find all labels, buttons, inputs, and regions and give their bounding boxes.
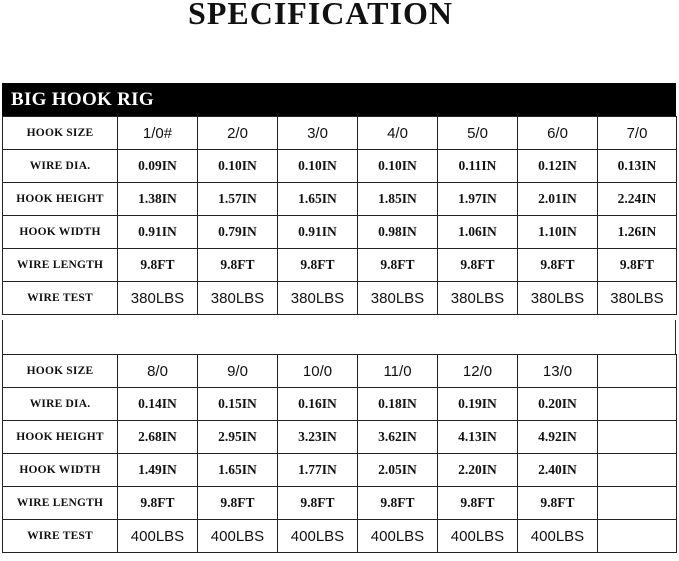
table-cell: 4/0 [358,117,438,150]
table-cell: 0.98IN [358,216,438,249]
table-cell: 6/0 [518,117,598,150]
table-cell: 1.57IN [198,183,278,216]
table-row [3,421,677,454]
table-row [3,487,677,520]
table-cell [598,487,677,520]
table-cell: 9.8FT [118,487,198,520]
table-cell: 0.16IN [278,388,358,421]
section-banner: BIG HOOK RIG [2,83,676,116]
row-label: HOOK WIDTH [3,216,118,249]
table-row [3,282,677,315]
row-label: WIRE LENGTH [3,487,118,520]
spec-table-2 [2,354,677,553]
table-row [3,249,677,282]
table-cell: 400LBS [118,520,198,553]
table-cell: 9.8FT [198,249,278,282]
table-cell: 3.62IN [358,421,438,454]
table-cell: 10/0 [278,355,358,388]
row-label: HOOK SIZE [3,117,118,150]
table-cell: 9.8FT [358,487,438,520]
table-row [3,520,677,553]
table-cell: 1.10IN [518,216,598,249]
table-cell: 400LBS [198,520,278,553]
table-cell: 12/0 [438,355,518,388]
row-label: WIRE TEST [3,520,118,553]
table-cell: 380LBS [438,282,518,315]
table-cell [598,421,677,454]
table-cell: 380LBS [598,282,677,315]
table-cell: 0.10IN [198,150,278,183]
table-cell: 380LBS [278,282,358,315]
table-cell: 2.68IN [118,421,198,454]
table-cell: 2.40IN [518,454,598,487]
table-cell: 0.91IN [118,216,198,249]
table-cell: 11/0 [358,355,438,388]
table-cell: 380LBS [358,282,438,315]
table-cell [598,388,677,421]
table-cell: 1.85IN [358,183,438,216]
table-cell: 4.13IN [438,421,518,454]
table-cell: 9/0 [198,355,278,388]
table-cell: 1.97IN [438,183,518,216]
table-row [3,454,677,487]
table-row [3,117,677,150]
table-cell: 4.92IN [518,421,598,454]
table-cell: 0.13IN [598,150,677,183]
table-cell: 0.15IN [198,388,278,421]
table-cell [598,355,677,388]
table-cell: 2.24IN [598,183,677,216]
table-cell: 0.09IN [118,150,198,183]
table-cell: 2.95IN [198,421,278,454]
table-cell: 2.20IN [438,454,518,487]
table-cell [598,520,677,553]
table-cell: 400LBS [278,520,358,553]
table-cell: 1.06IN [438,216,518,249]
table-cell: 9.8FT [118,249,198,282]
table-cell: 2.01IN [518,183,598,216]
table-cell: 400LBS [438,520,518,553]
table-cell: 1.65IN [278,183,358,216]
row-label: HOOK HEIGHT [3,183,118,216]
table-cell: 3.23IN [278,421,358,454]
row-label: HOOK SIZE [3,355,118,388]
table-cell: 7/0 [598,117,677,150]
table-cell: 380LBS [118,282,198,315]
table-cell: 9.8FT [278,249,358,282]
table-cell: 0.10IN [278,150,358,183]
table-cell: 1.49IN [118,454,198,487]
table-row [3,183,677,216]
table-cell: 0.79IN [198,216,278,249]
spec-table-1 [2,116,677,315]
table-cell: 380LBS [198,282,278,315]
table-cell: 3/0 [278,117,358,150]
table-cell: 5/0 [438,117,518,150]
row-label: WIRE LENGTH [3,249,118,282]
table-cell: 9.8FT [518,487,598,520]
table-row [3,355,677,388]
row-label: HOOK WIDTH [3,454,118,487]
table-cell: 1.38IN [118,183,198,216]
table-cell: 9.8FT [438,487,518,520]
table-cell: 1.26IN [598,216,677,249]
table-cell: 1.65IN [198,454,278,487]
table-cell: 13/0 [518,355,598,388]
table-cell: 2/0 [198,117,278,150]
table-spacer [2,320,676,354]
table-cell: 1/0# [118,117,198,150]
row-label: WIRE TEST [3,282,118,315]
table-cell: 0.19IN [438,388,518,421]
table-cell: 9.8FT [358,249,438,282]
table-cell: 0.20IN [518,388,598,421]
table-cell: 9.8FT [598,249,677,282]
table-cell: 400LBS [518,520,598,553]
table-cell: 9.8FT [438,249,518,282]
table-row [3,216,677,249]
table-cell: 9.8FT [278,487,358,520]
table-cell: 1.77IN [278,454,358,487]
table-row [3,388,677,421]
row-label: HOOK HEIGHT [3,421,118,454]
table-cell: 0.12IN [518,150,598,183]
table-cell: 0.11IN [438,150,518,183]
table-row [3,150,677,183]
page-title: SPECIFICATION [188,0,453,31]
table-cell: 9.8FT [518,249,598,282]
table-cell: 0.18IN [358,388,438,421]
table-cell [598,454,677,487]
table-cell: 0.91IN [278,216,358,249]
table-cell: 8/0 [118,355,198,388]
table-cell: 380LBS [518,282,598,315]
table-cell: 0.14IN [118,388,198,421]
table-cell: 9.8FT [198,487,278,520]
row-label: WIRE DIA. [3,388,118,421]
row-label: WIRE DIA. [3,150,118,183]
table-cell: 0.10IN [358,150,438,183]
table-cell: 400LBS [358,520,438,553]
table-cell: 2.05IN [358,454,438,487]
